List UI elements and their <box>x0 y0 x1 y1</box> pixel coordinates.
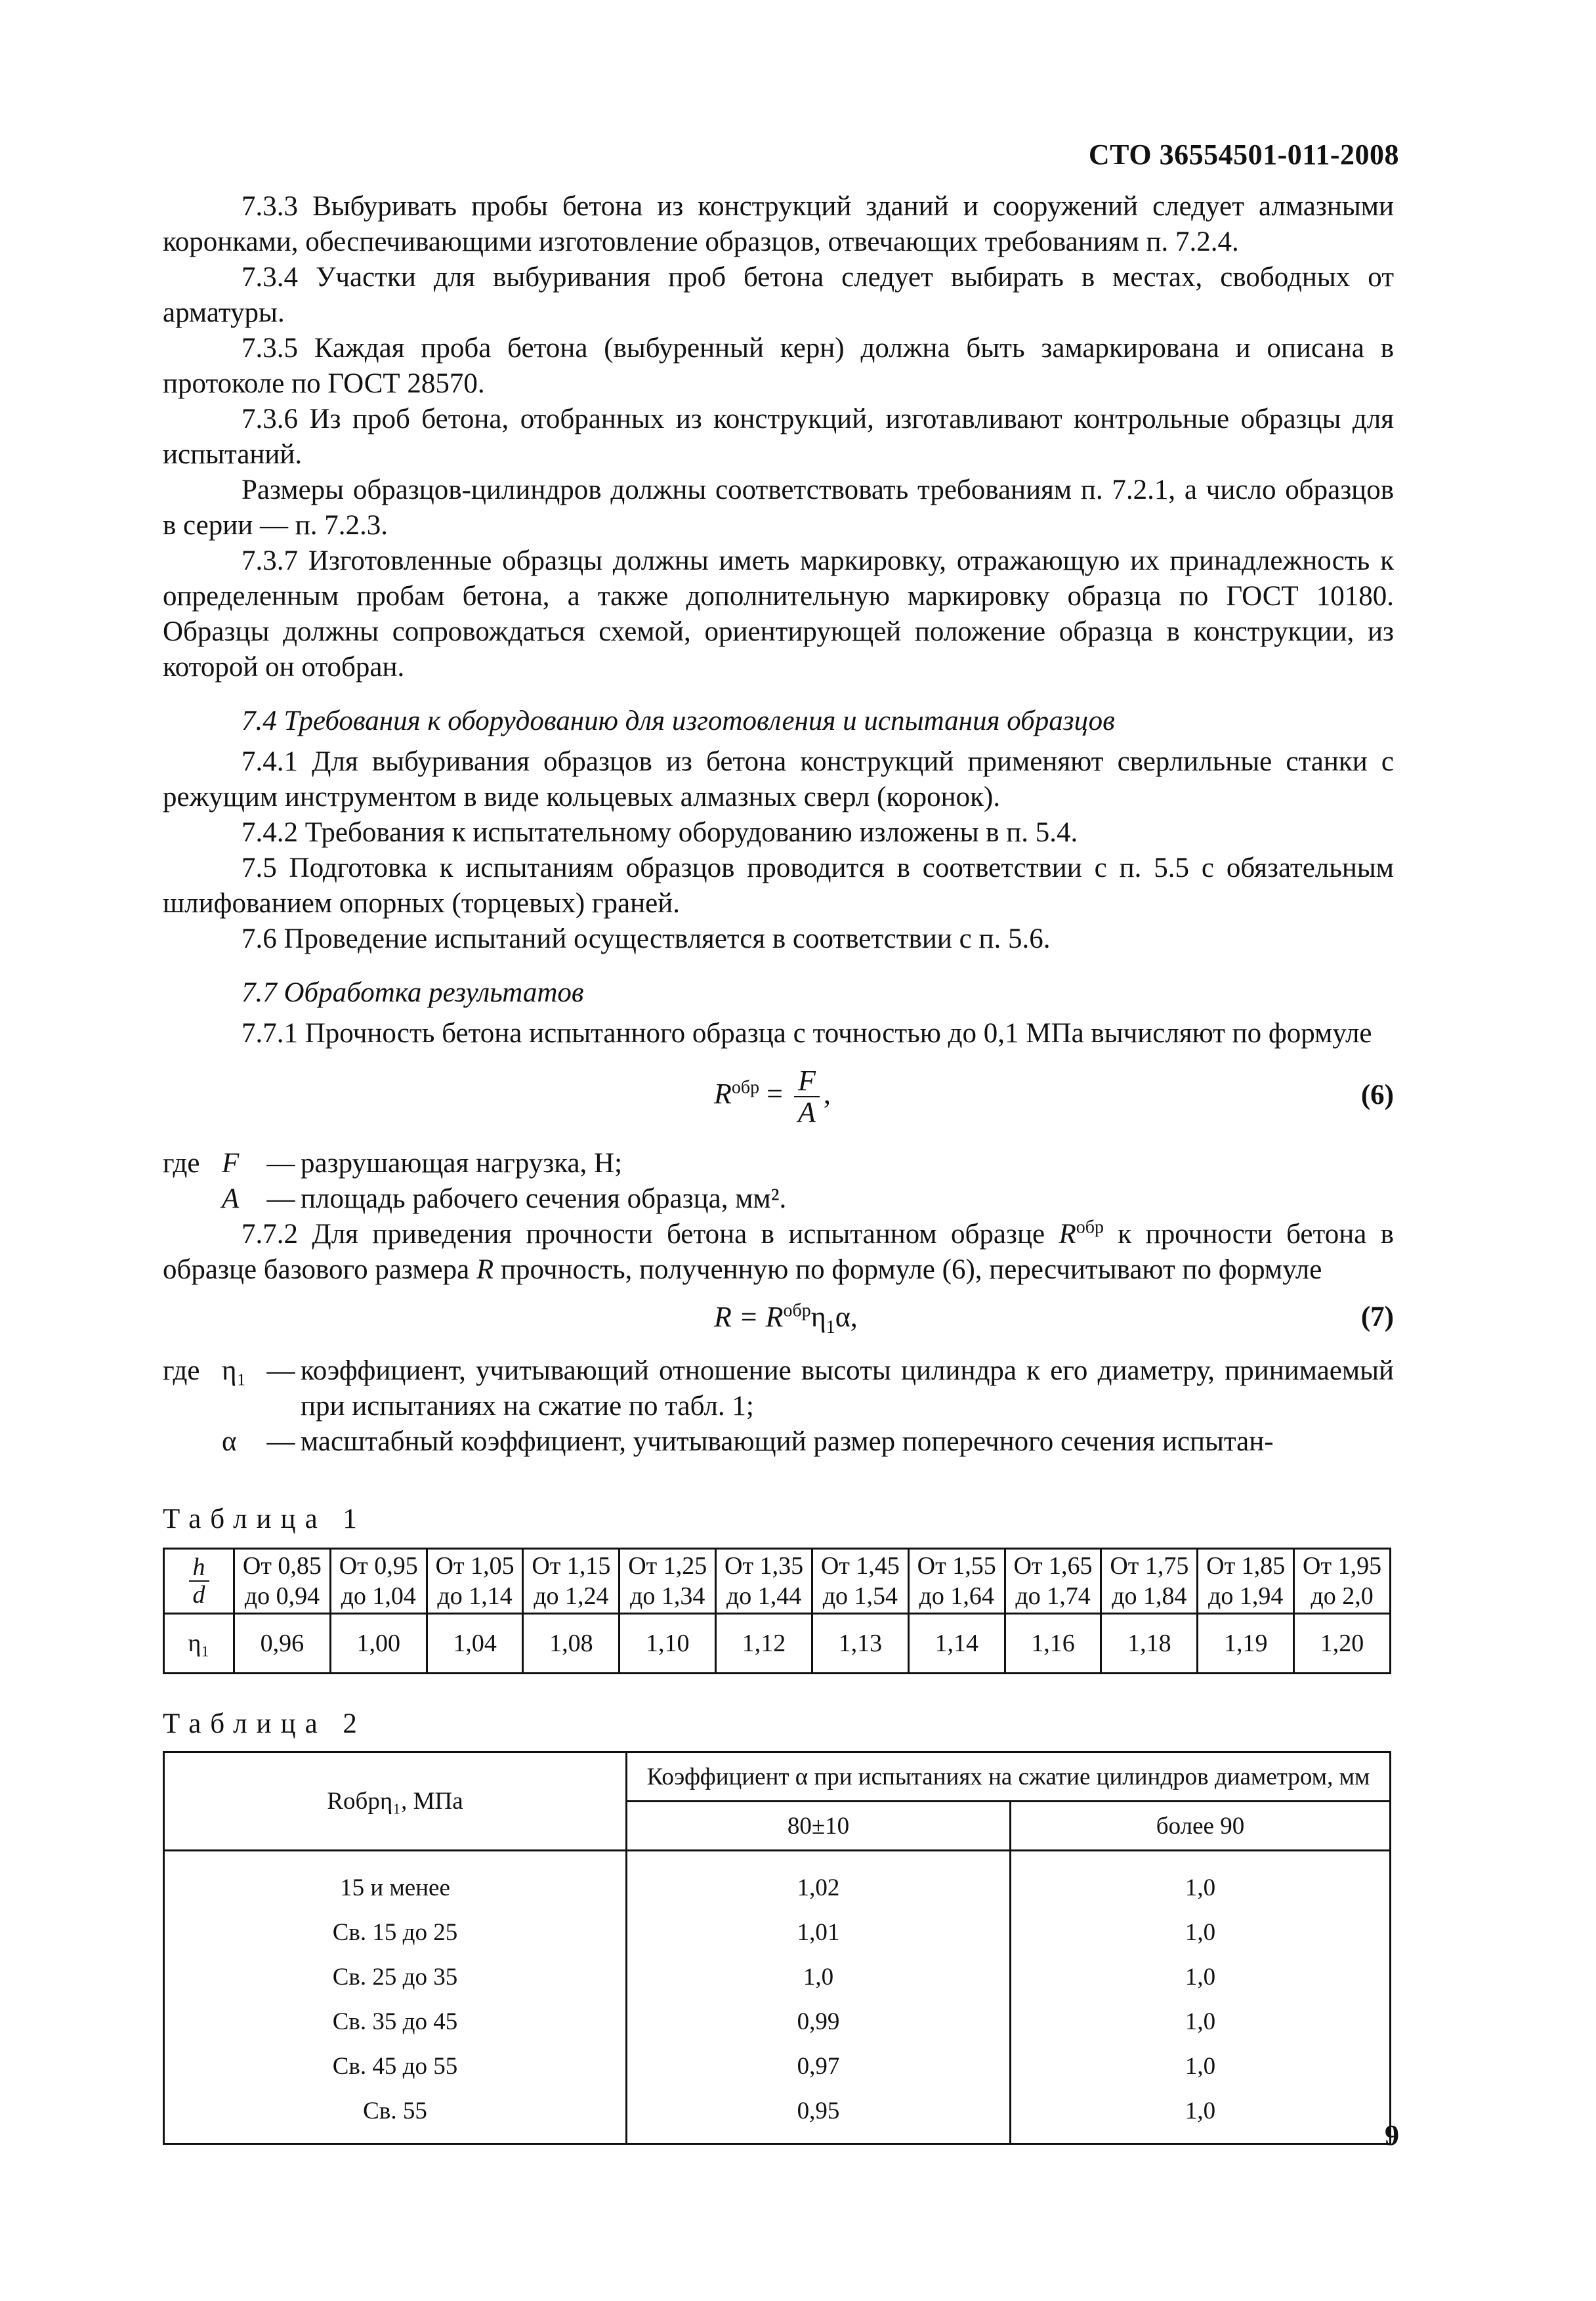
table-1-range: От 0,95 до 1,04 <box>330 1549 427 1614</box>
table-1-caption: Таблица 1 <box>163 1504 366 1534</box>
formula-6-number: (6) <box>1360 1080 1394 1110</box>
table-1-value: 1,00 <box>330 1614 427 1674</box>
paragraph-7-3-5: 7.3.5 Каждая проба бетона (выбуренный керн) должна быть замаркирована и описана в протоколе по ГОСТ 28570. <box>163 333 1394 399</box>
table-2-subheader: 80±10 <box>627 1802 1011 1851</box>
paragraph-7-3-3: 7.3.3 Выбуривать пробы бетона из конструкций зданий и сооружений следует алмазными коронками, обеспечивающими изготовление образцов, отвечающих требованиям п. 7.2.4. <box>163 191 1394 257</box>
table-1-ratio-header: $\frac{h}{d}$ <box>164 1549 234 1614</box>
paragraph-7-6: 7.6 Проведение испытаний осуществляется в соответствии с п. 5.6. <box>242 923 1051 954</box>
table-2 <box>163 1751 1391 2145</box>
paragraph-7-4-1: 7.4.1 Для выбуривания образцов из бетона конструкций применяют сверлильные станки с режущим инструментом в виде кольцевых алмазных сверл (коронок). <box>163 746 1394 813</box>
formula-6-expression: $R^{обр}$ = $\frac{F}{A}$ , <box>714 1065 831 1128</box>
paragraph-7-5: 7.5 Подготовка к испытаниям образцов проводится в соответствии с п. 5.5 с обязательным шлифованием опорных (торцевых) граней. <box>163 853 1394 919</box>
table-row: Св. 55 0,95 1,0 <box>164 2088 1391 2144</box>
table-1-range: От 1,05 до 1,14 <box>427 1549 523 1614</box>
formula-7-number: (7) <box>1360 1301 1394 1332</box>
table-1-row-ratio <box>164 1549 1391 1614</box>
paragraph-7-7-1: 7.7.1 Прочность бетона испытанного образца с точностью до 0,1 МПа вычисляют по формуле <box>242 1018 1372 1049</box>
table-1-value: 1,18 <box>1101 1614 1198 1674</box>
paragraph-7-3-6: 7.3.6 Из проб бетона, отобранных из конструкций, изготавливают контрольные образцы для испытаний. <box>163 404 1394 470</box>
formula-7-expression: $R = R^{обр}\eta_1\alpha$, <box>714 1300 858 1338</box>
table-1-value: 1,04 <box>427 1614 523 1674</box>
table-2-header-row <box>164 1752 1391 1802</box>
table-1-value: 1,19 <box>1198 1614 1294 1674</box>
formula-7 <box>163 1296 1394 1345</box>
table-1-range: От 1,25 до 1,34 <box>620 1549 716 1614</box>
formula-6-fraction: $\frac{F}{A}$ <box>794 1066 820 1128</box>
table-1-value: 1,08 <box>523 1614 620 1674</box>
table-row: 15 и менее 1,02 1,0 <box>164 1851 1391 1910</box>
table-row: Св. 25 до 35 1,0 1,0 <box>164 1954 1391 1999</box>
table-1-value: 1,20 <box>1294 1614 1391 1674</box>
table-1-range: От 0,85 до 0,94 <box>234 1549 331 1614</box>
definition-F: где F — разрушающая нагрузка, Н; <box>163 1148 623 1179</box>
table-1-range: От 1,15 до 1,24 <box>523 1549 620 1614</box>
table-1-eta-header: η₁ <box>164 1614 234 1674</box>
table-2-subheader: более 90 <box>1011 1802 1391 1851</box>
table-row: Св. 45 до 55 0,97 1,0 <box>164 2044 1391 2088</box>
table-row: Св. 15 до 25 1,01 1,0 <box>164 1910 1391 1954</box>
table-row: Св. 35 до 45 0,99 1,0 <box>164 1999 1391 2044</box>
table-1-range: От 1,95 до 2,0 <box>1294 1549 1391 1614</box>
table-1 <box>163 1548 1391 1674</box>
table-1-range: От 1,65 до 1,74 <box>1005 1549 1101 1614</box>
section-heading-7-4: 7.4 Требования к оборудованию для изготовления и испытания образцов <box>242 706 1115 736</box>
table-1-range: От 1,35 до 1,44 <box>716 1549 812 1614</box>
table-1-value: 0,96 <box>234 1614 331 1674</box>
paragraph-7-7-2: 7.7.2 Для приведения прочности бетона в испытанном образце $R^{обр}$ к прочности бетона в образце базового размера R прочность, полученную по формуле (6), пересчитывают по формуле <box>163 1217 1394 1285</box>
table-1-range: От 1,45 до 1,54 <box>812 1549 908 1614</box>
definition-A: A — площадь рабочего сечения образца, мм². <box>222 1183 787 1214</box>
table-1-value: 1,12 <box>716 1614 812 1674</box>
formula-6-definitions <box>163 1146 1394 1217</box>
table-1-value: 1,13 <box>812 1614 908 1674</box>
table-1-range: От 1,55 до 1,64 <box>908 1549 1005 1614</box>
table-2-caption: Таблица 2 <box>163 1708 366 1739</box>
table-1-value: 1,16 <box>1005 1614 1101 1674</box>
page-number: 9 <box>1385 2119 1399 2151</box>
table-1-range: От 1,85 до 1,94 <box>1198 1549 1294 1614</box>
formula-7-definitions <box>163 1353 1394 1460</box>
paragraph-7-4-2: 7.4.2 Требования к испытательному оборудованию изложены в п. 5.4. <box>242 817 1078 848</box>
table-1-value: 1,14 <box>908 1614 1005 1674</box>
formula-6 <box>163 1059 1394 1138</box>
table-1-range: От 1,75 до 1,84 <box>1101 1549 1198 1614</box>
table-2-col1-header: Rобрη₁, МПа <box>164 1752 627 1851</box>
document-body <box>163 189 1394 1460</box>
definition-eta1: где η₁ — коэффициент, учитывающий отношение высоты цилиндра к его диаметру, принимаемый при испытаниях на сжатие по табл. 1; <box>163 1355 1394 1422</box>
document-code-header: СТО 36554501-011-2008 <box>1088 138 1399 171</box>
table-1-row-eta <box>164 1614 1391 1674</box>
paragraph-7-3-7: 7.3.7 Изготовленные образцы должны иметь маркировку, отражающую их принадлежность к определенным пробам бетона, а также дополнительную маркировку образца по ГОСТ 10180. Образцы должны сопровождаться схемой, ориентирующей положение образца в конструкции, из которой он отобран. <box>163 545 1394 683</box>
table-1-value: 1,10 <box>620 1614 716 1674</box>
paragraph-7-3-4: 7.3.4 Участки для выбуривания проб бетона следует выбирать в местах, свободных от арматуры. <box>163 262 1394 328</box>
definition-alpha: α — масштабный коэффициент, учитывающий размер поперечного сечения испытан- <box>222 1426 1274 1457</box>
table-2-group-header: Коэффициент α при испытаниях на сжатие цилиндров диаметром, мм <box>627 1752 1391 1802</box>
section-heading-7-7: 7.7 Обработка результатов <box>242 977 584 1008</box>
paragraph-7-3-6-sizes: Размеры образцов-цилиндров должны соответствовать требованиям п. 7.2.1, а число образцов в серии — п. 7.2.3. <box>163 475 1394 541</box>
